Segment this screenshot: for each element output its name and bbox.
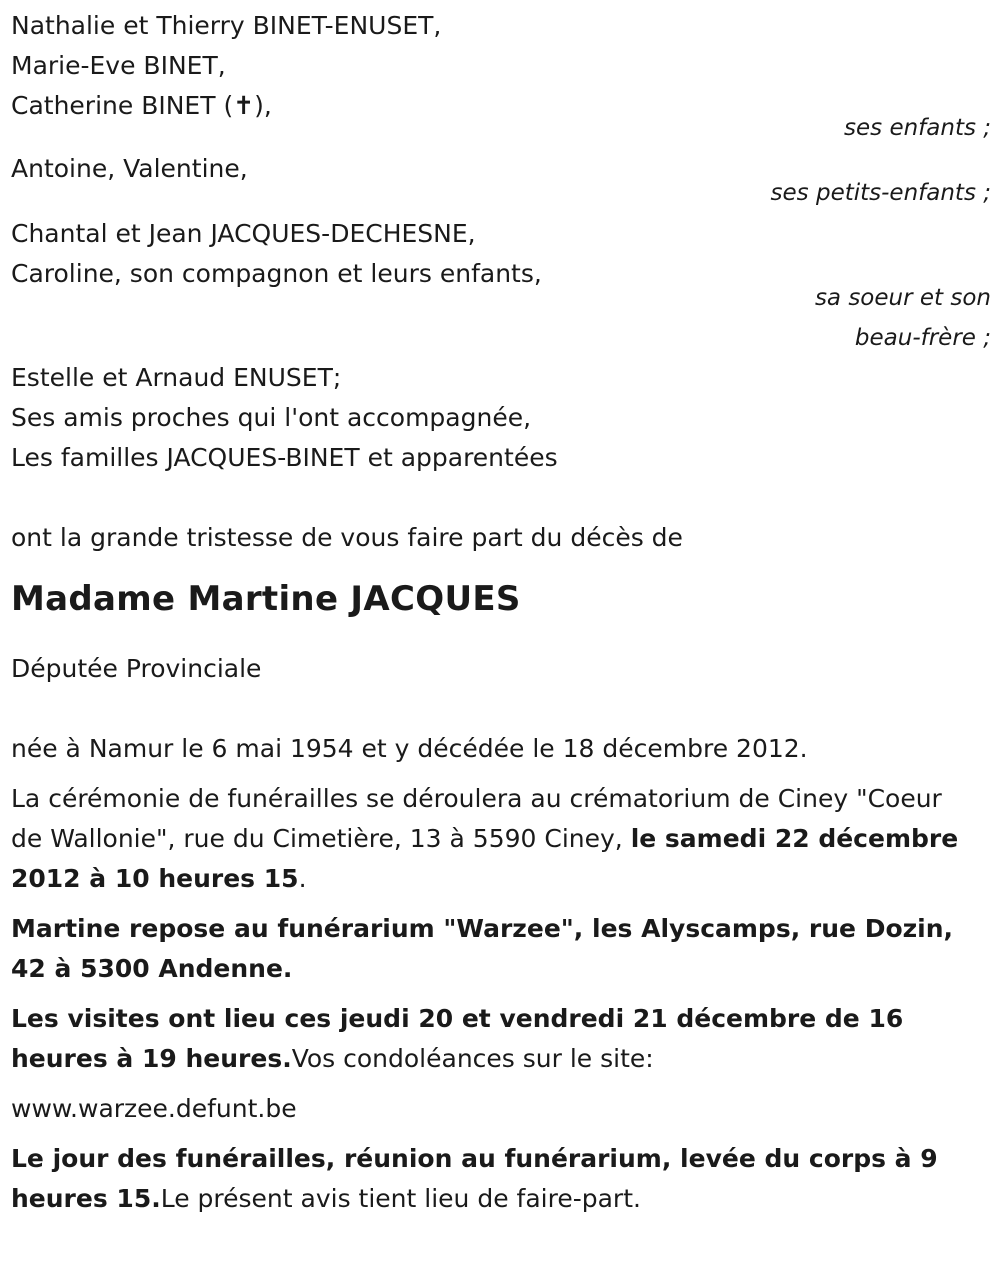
deceased-title: Députée Provinciale	[11, 654, 262, 683]
repose-paragraph: Martine repose au funérarium "Warzee", les Alyscamps, rue Dozin, 42 à 5300 Andenne.	[11, 914, 954, 983]
family-children-line: Nathalie et Thierry BINET-ENUSET,	[11, 11, 442, 40]
sister-line: Chantal et Jean JACQUES-DECHESNE,	[11, 219, 476, 248]
ceremony-end: .	[298, 864, 307, 893]
family-children-line: Marie-Eve BINET,	[11, 51, 226, 80]
funeral-day-paragraph	[11, 1139, 979, 1219]
obituary-notice	[11, 6, 991, 1219]
visits-paragraph	[11, 999, 979, 1079]
ceremony-text: La cérémonie de funérailles se déroulera au crématorium de Ciney "Coeur de Wallonie", rue du Cimetière, 13 à 5590 Ciney,	[11, 784, 942, 853]
others-line: Les familles JACQUES-BINET et apparentées	[11, 443, 558, 472]
notice-note: Le présent avis tient lieu de faire-part.	[160, 1184, 641, 1213]
funeral-day-text: Le jour des funérailles, réunion au funérarium, levée du corps à 9 heures 15.	[11, 1144, 938, 1213]
ceremony-date: le samedi 22 décembre 2012 à 10 heures 15	[11, 824, 959, 893]
condolences-text: Vos condoléances sur le site:	[291, 1044, 654, 1073]
family-children-line: Catherine BINET (✝),	[11, 91, 272, 120]
others-line: Ses amis proches qui l'ont accompagnée,	[11, 403, 532, 432]
birth-death-text: née à Namur le 6 mai 1954 et y décédée le 18 décembre 2012.	[11, 734, 808, 763]
announcement-text: ont la grande tristesse de vous faire part du décès de	[11, 523, 683, 552]
ceremony-paragraph	[11, 779, 979, 899]
others-line: Estelle et Arnaud ENUSET;	[11, 363, 342, 392]
grandchildren-role-label: ses petits-enfants ;	[770, 180, 991, 206]
sister-role-label: beau-frère ;	[854, 325, 991, 351]
children-role-label: ses enfants ;	[844, 115, 991, 141]
visits-hours: Les visites ont lieu ces jeudi 20 et vendredi 21 décembre de 16 heures à 19 heures.	[11, 1004, 904, 1073]
sister-line: Caroline, son compagnon et leurs enfants,	[11, 259, 542, 288]
deceased-name: Madame Martine JACQUES	[11, 579, 521, 619]
website-link[interactable]: www.warzee.defunt.be	[11, 1094, 297, 1123]
grandchildren-line: Antoine, Valentine,	[11, 154, 248, 183]
sister-role-label: sa soeur et son	[814, 285, 991, 311]
